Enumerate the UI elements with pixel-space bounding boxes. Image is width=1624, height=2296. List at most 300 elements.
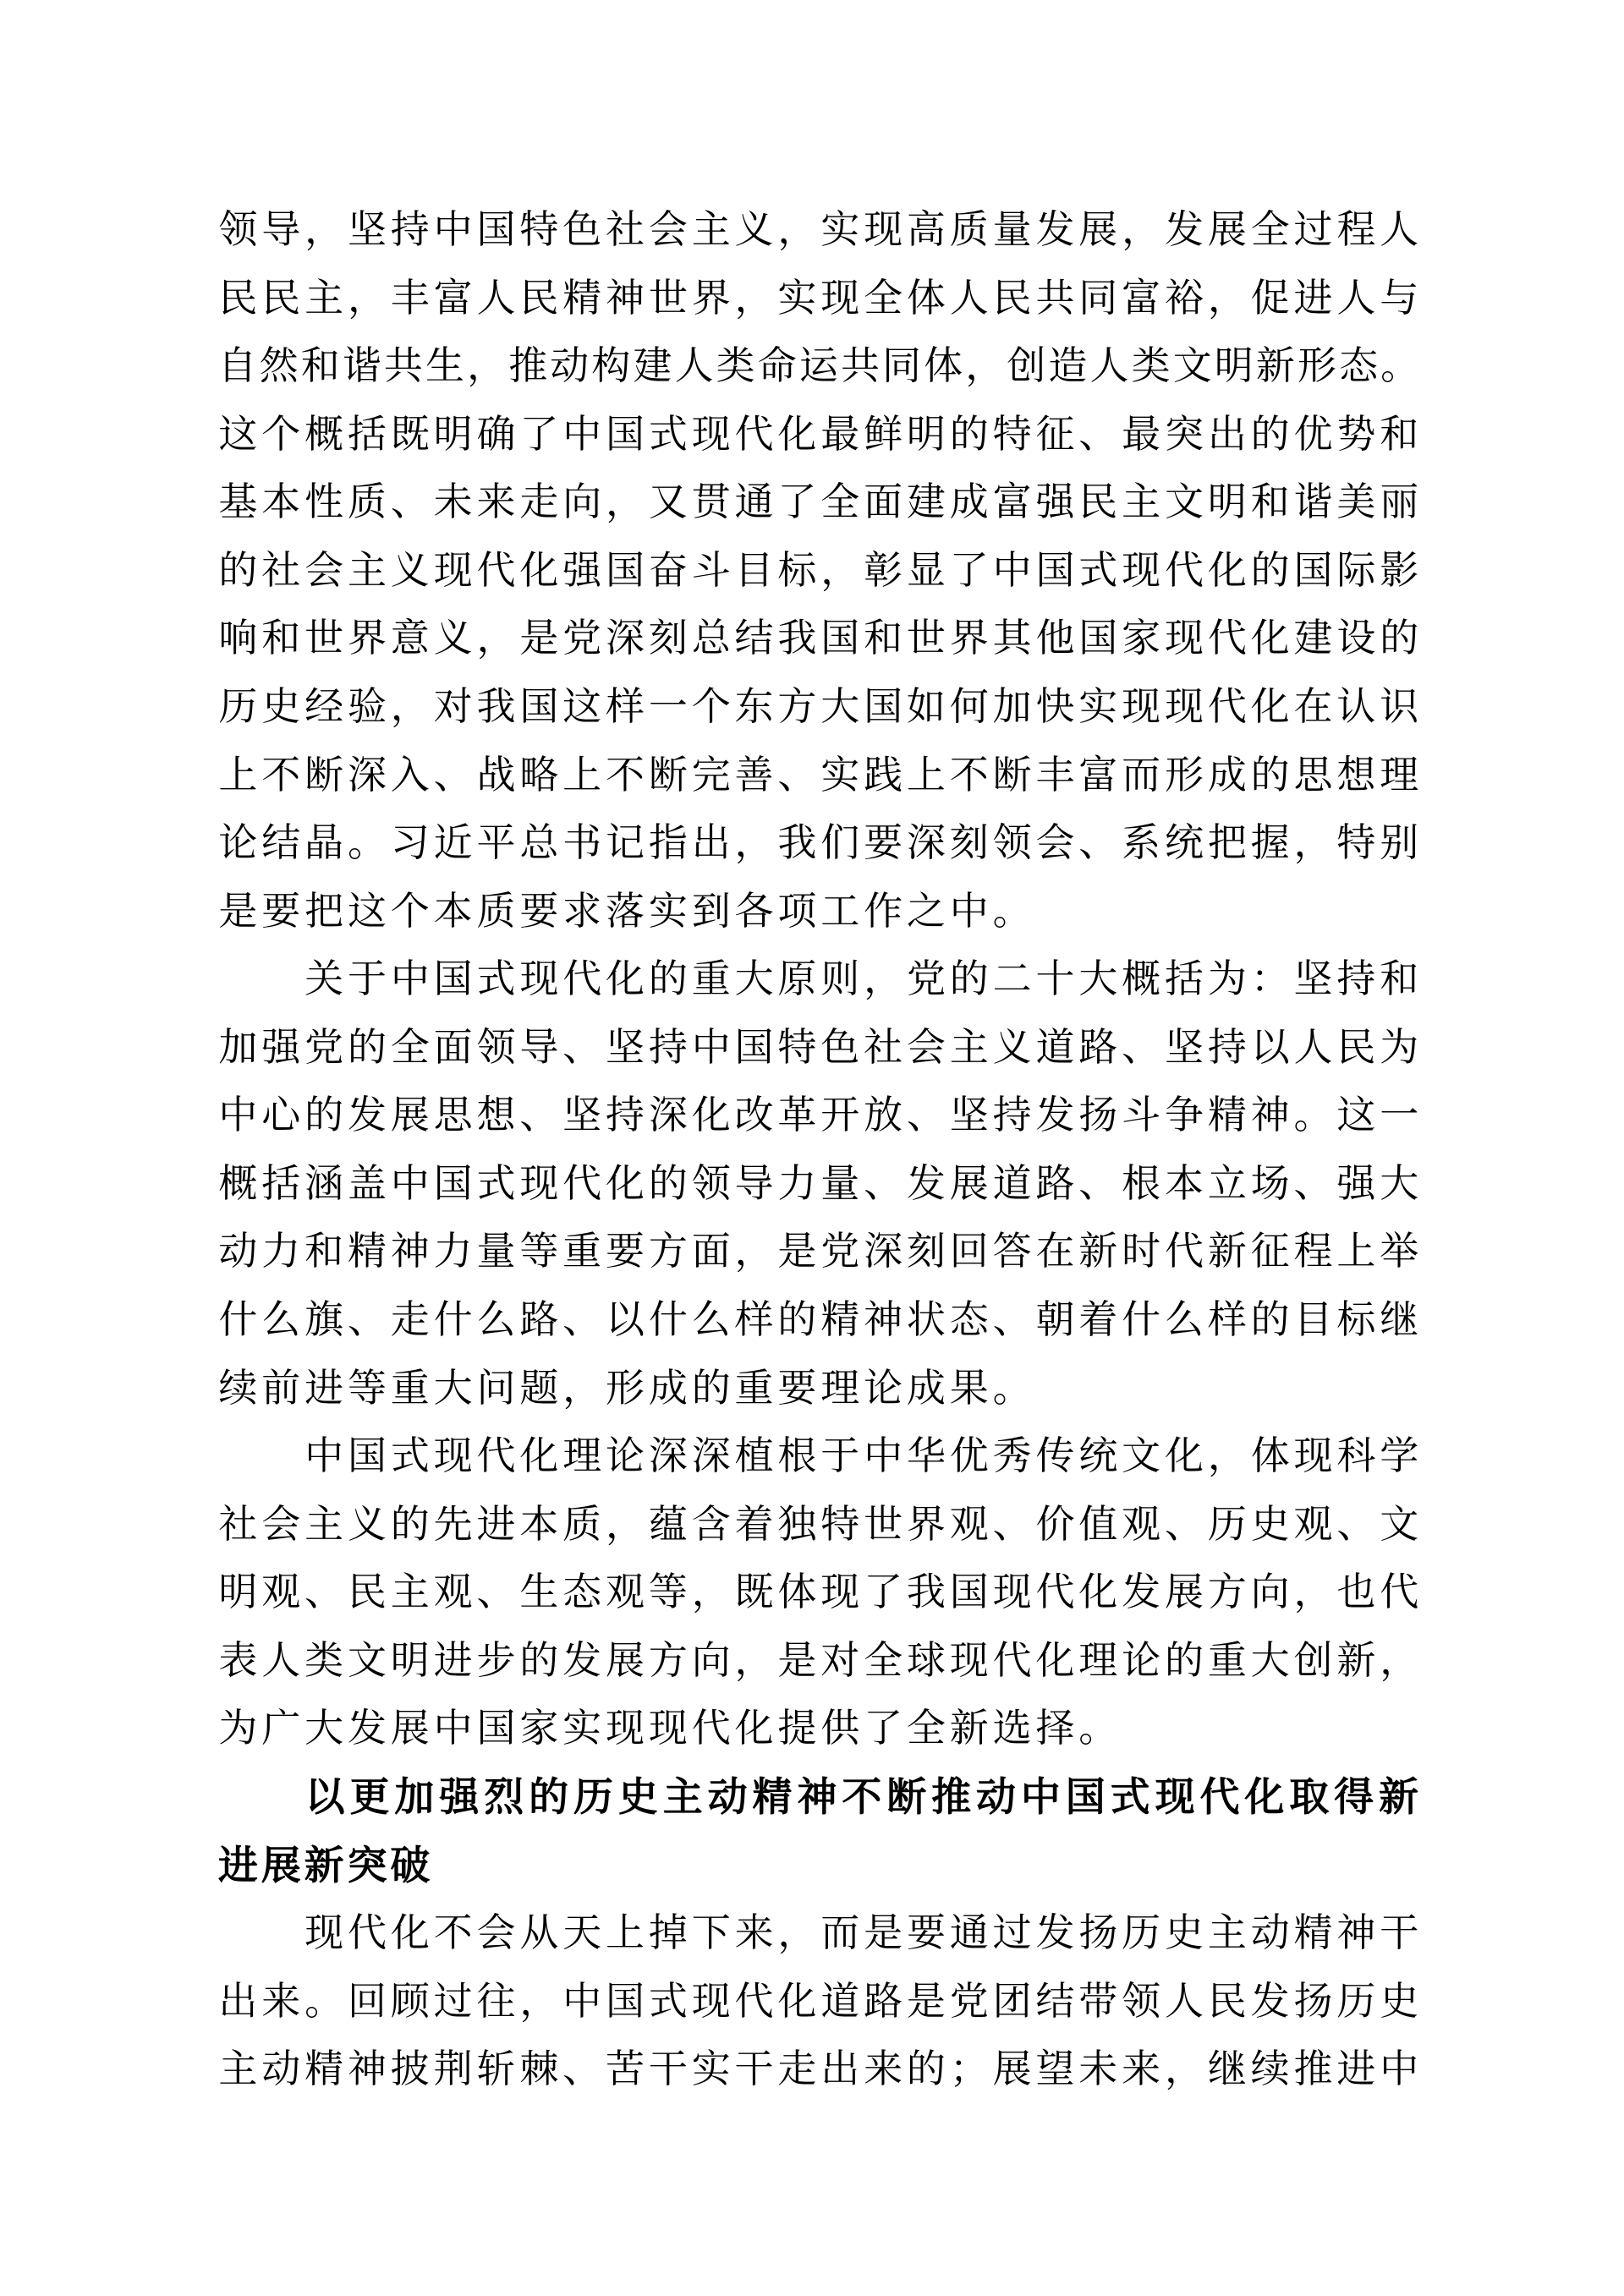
glyph-cell: 造: [1048, 344, 1088, 388]
glyph-cell: 现: [519, 957, 559, 1001]
glyph-cell: 重: [691, 957, 731, 1001]
glyph-cell: 等: [648, 1570, 688, 1614]
glyph-cell: 强: [439, 1773, 480, 1819]
glyph-cell: ，: [734, 1230, 774, 1274]
glyph-cell: ，: [1122, 208, 1161, 251]
glyph-cell: 代: [476, 548, 516, 592]
glyph-cell: 态: [949, 1298, 989, 1341]
glyph-cell: 问: [476, 1366, 516, 1410]
glyph-cell: 理: [1078, 1638, 1118, 1682]
glyph-cell: 括: [347, 412, 387, 456]
glyph-cell: ，: [476, 616, 516, 660]
glyph-cell: 什: [648, 1298, 688, 1341]
glyph-cell: 和: [1380, 412, 1419, 456]
glyph-cell: 人: [674, 344, 714, 388]
glyph-cell: 文: [1164, 480, 1204, 524]
glyph-cell: 前: [261, 1366, 301, 1410]
glyph-cell: 斗: [691, 548, 731, 592]
glyph-cell: 主: [304, 276, 344, 320]
glyph-cell: 面: [864, 480, 903, 524]
glyph-cell: 体: [906, 276, 946, 320]
text-line: [217, 1627, 1421, 1696]
glyph-cell: 方: [1207, 1570, 1247, 1614]
glyph-cell: 了: [949, 548, 989, 592]
glyph-cell: 涵: [304, 1161, 344, 1205]
glyph-cell: 现: [1164, 616, 1204, 660]
glyph-cell: 的: [1250, 753, 1290, 797]
glyph-cell: 深: [864, 1230, 903, 1274]
glyph-cell: 的: [648, 1161, 688, 1205]
glyph-cell: 等: [347, 1366, 387, 1410]
glyph-cell: 现: [691, 412, 731, 456]
glyph-cell: 棘: [519, 2047, 559, 2091]
glyph-cell: 人: [261, 1638, 301, 1682]
glyph-cell: 的: [777, 1298, 817, 1341]
glyph-cell: 量: [820, 1161, 860, 1205]
glyph-cell: 出: [218, 1979, 258, 2023]
glyph-cell: 全: [390, 1025, 430, 1069]
glyph-cell: 括: [261, 1161, 301, 1205]
glyph-cell: 是: [218, 889, 258, 933]
glyph-cell: 和: [304, 1230, 344, 1274]
glyph-cell: ，: [390, 684, 430, 728]
glyph-cell: 代: [1207, 616, 1247, 660]
glyph-cell: 通: [734, 480, 774, 524]
glyph-cell: 力: [433, 1230, 473, 1274]
glyph-cell: 烈: [484, 1773, 524, 1819]
glyph-cell: 与: [1380, 276, 1419, 320]
glyph-cell: 干: [734, 2047, 774, 2091]
glyph-cell: 和: [261, 616, 301, 660]
glyph-cell: 特: [519, 208, 559, 251]
glyph-cell: 新: [304, 1842, 344, 1888]
glyph-cell: 重: [734, 1366, 774, 1410]
glyph-cell: 建: [1293, 616, 1333, 660]
glyph-cell: 路: [1078, 1025, 1118, 1069]
glyph-cell: 代: [691, 1707, 731, 1751]
glyph-cell: 深: [906, 821, 946, 865]
glyph-cell: 荆: [433, 2047, 473, 2091]
glyph-cell: 中: [562, 412, 602, 456]
glyph-cell: 类: [716, 344, 755, 388]
glyph-cell: 斩: [476, 2047, 516, 2091]
glyph-cell: 回: [949, 1230, 989, 1274]
glyph-cell: 精: [304, 2047, 344, 2091]
glyph-cell: ，: [1293, 1570, 1333, 1614]
glyph-cell: 带: [1078, 1979, 1118, 2023]
glyph-cell: 中: [218, 1093, 258, 1137]
glyph-cell: 晶: [304, 821, 344, 865]
glyph-cell: 现: [648, 1707, 688, 1751]
glyph-cell: 体: [924, 344, 963, 388]
glyph-cell: 含: [691, 1502, 731, 1546]
glyph-cell: 和: [300, 344, 340, 388]
glyph-cell: 么: [476, 1298, 516, 1341]
glyph-cell: 深: [648, 1434, 688, 1478]
glyph-cell: 突: [347, 1842, 387, 1888]
glyph-cell: 国: [476, 208, 516, 251]
glyph-cell: 新: [1379, 1773, 1419, 1819]
glyph-cell: 主: [218, 2047, 258, 2091]
glyph-cell: 往: [476, 1979, 516, 2023]
glyph-cell: 选: [992, 1707, 1032, 1751]
glyph-cell: 来: [864, 2047, 903, 2091]
glyph-cell: 来: [261, 1979, 301, 2023]
glyph-cell: 着: [734, 1502, 774, 1546]
glyph-cell: ；: [949, 2047, 989, 2091]
glyph-cell: 展: [390, 1093, 430, 1137]
glyph-cell: 发: [1122, 1570, 1161, 1614]
glyph-cell: 进: [1293, 276, 1333, 320]
glyph-cell: 同: [882, 344, 922, 388]
glyph-cell: 化: [734, 1707, 774, 1751]
glyph-cell: 生: [519, 1570, 559, 1614]
glyph-cell: 举: [1380, 1230, 1419, 1274]
glyph-cell: 类: [1131, 344, 1171, 388]
glyph-cell: 国: [1078, 616, 1118, 660]
glyph-cell: 十: [1035, 957, 1075, 1001]
glyph-cell: 值: [1078, 1502, 1118, 1546]
glyph-cell: 中: [1020, 1773, 1061, 1819]
glyph-cell: 状: [906, 1298, 946, 1341]
glyph-cell: 方: [777, 684, 817, 728]
glyph-cell: 验: [347, 684, 387, 728]
glyph-cell: 上: [1336, 1230, 1376, 1274]
glyph-cell: 面: [433, 1025, 473, 1069]
glyph-cell: 全: [864, 1638, 903, 1682]
glyph-cell: 人: [1380, 208, 1419, 251]
glyph-cell: 根: [1122, 1161, 1161, 1205]
glyph-cell: 实: [820, 208, 860, 251]
glyph-cell: 进: [1336, 2047, 1376, 2091]
glyph-cell: 把: [1207, 821, 1247, 865]
glyph-cell: 于: [820, 1434, 860, 1478]
glyph-cell: 顾: [390, 1979, 430, 2023]
glyph-cell: 主: [1207, 1911, 1247, 1955]
glyph-cell: 披: [390, 2047, 430, 2091]
glyph-cell: 发: [1035, 1093, 1075, 1137]
glyph-cell: 传: [1035, 1434, 1075, 1478]
glyph-cell: 的: [347, 1025, 387, 1069]
glyph-cell: 持: [648, 1025, 688, 1069]
glyph-cell: 意: [390, 616, 430, 660]
glyph-cell: 对: [433, 684, 473, 728]
glyph-cell: 观: [606, 1570, 645, 1614]
glyph-cell: 国: [1035, 548, 1075, 592]
glyph-cell: 要: [864, 821, 903, 865]
glyph-cell: 记: [606, 821, 645, 865]
glyph-cell: 代: [992, 1638, 1032, 1682]
glyph-cell: 进: [304, 1366, 344, 1410]
glyph-cell: 国: [433, 1161, 473, 1205]
text-line: [217, 673, 1421, 742]
glyph-cell: 会: [261, 1502, 301, 1546]
glyph-cell: 、: [777, 753, 817, 797]
glyph-cell: 样: [1207, 1298, 1247, 1341]
glyph-cell: 又: [648, 480, 688, 524]
text-line: [217, 1082, 1421, 1150]
glyph-cell: 化: [1250, 684, 1290, 728]
glyph-cell: 的: [390, 1502, 430, 1546]
glyph-cell: 完: [691, 753, 731, 797]
glyph-cell: 现: [691, 1979, 731, 2023]
glyph-cell: 化: [1078, 1570, 1118, 1614]
glyph-cell: 着: [1078, 1298, 1118, 1341]
glyph-cell: 要: [519, 889, 559, 933]
glyph-cell: 美: [1336, 480, 1376, 524]
glyph-cell: 形: [606, 1366, 645, 1410]
glyph-cell: 同: [1078, 276, 1118, 320]
glyph-cell: 代: [1035, 1570, 1075, 1614]
glyph-cell: 神: [390, 1230, 430, 1274]
glyph-cell: 强: [261, 1025, 301, 1069]
glyph-cell: 国: [949, 1570, 989, 1614]
glyph-cell: 动: [976, 1773, 1016, 1819]
glyph-cell: ，: [734, 821, 774, 865]
glyph-cell: 发: [562, 1638, 602, 1682]
glyph-cell: 深: [691, 1434, 731, 1478]
glyph-cell: 大: [820, 684, 860, 728]
glyph-cell: 界: [949, 616, 989, 660]
glyph-cell: 代: [347, 1911, 387, 1955]
glyph-cell: 各: [734, 889, 774, 933]
glyph-cell: 想: [476, 1093, 516, 1137]
glyph-cell: 发: [1250, 1979, 1290, 2023]
glyph-cell: 代: [1164, 1230, 1204, 1274]
glyph-cell: 现: [304, 1911, 344, 1955]
glyph-cell: 体: [777, 1570, 817, 1614]
glyph-cell: 改: [734, 1093, 774, 1137]
glyph-cell: 中: [949, 889, 989, 933]
glyph-cell: 向: [562, 480, 602, 524]
glyph-cell: 人: [1336, 276, 1376, 320]
glyph-cell: 苦: [606, 2047, 645, 2091]
glyph-cell: 国: [606, 548, 645, 592]
glyph-cell: 现: [1164, 684, 1204, 728]
glyph-cell: 领: [218, 208, 258, 251]
glyph-cell: 我: [906, 1570, 946, 1614]
glyph-cell: 加: [394, 1773, 435, 1819]
glyph-cell: 本: [433, 889, 473, 933]
glyph-cell: 代: [562, 1161, 602, 1205]
glyph-cell: 不: [606, 753, 645, 797]
glyph-cell: 现: [949, 1638, 989, 1682]
glyph-cell: 总: [519, 821, 559, 865]
glyph-cell: 统: [1164, 821, 1204, 865]
glyph-cell: 特: [1336, 821, 1376, 865]
glyph-cell: 中: [691, 1025, 731, 1069]
glyph-cell: 上: [906, 753, 946, 797]
glyph-cell: 精: [820, 1298, 860, 1341]
glyph-cell: 中: [304, 1434, 344, 1478]
glyph-cell: 式: [648, 412, 688, 456]
glyph-cell: 现: [1293, 1434, 1333, 1478]
glyph-cell: 化: [777, 1979, 817, 2023]
glyph-cell: 社: [218, 1502, 258, 1546]
text-line: [217, 1491, 1421, 1559]
glyph-cell: 。: [347, 821, 387, 865]
glyph-cell: 学: [1380, 1434, 1419, 1478]
glyph-cell: 化: [606, 957, 645, 1001]
text-line: [217, 1150, 1421, 1219]
glyph-cell: 际: [1336, 548, 1376, 592]
glyph-cell: 展: [390, 1707, 430, 1751]
text-line: [217, 1355, 1421, 1423]
glyph-cell: ，: [519, 1979, 559, 2023]
glyph-cell: 、: [519, 1093, 559, 1137]
glyph-cell: 目: [1293, 1298, 1333, 1341]
glyph-cell: 成: [906, 1366, 946, 1410]
glyph-cell: 代: [1207, 684, 1247, 728]
glyph-cell: 精: [752, 1773, 793, 1819]
glyph-cell: 新: [1078, 1230, 1118, 1274]
glyph-cell: ，: [820, 548, 860, 592]
glyph-cell: 观: [949, 1502, 989, 1546]
glyph-cell: 展: [1164, 1570, 1204, 1614]
glyph-cell: 的: [949, 412, 989, 456]
glyph-cell: 续: [1250, 2047, 1290, 2091]
glyph-cell: 化: [691, 1093, 731, 1137]
glyph-cell: ，: [734, 276, 774, 320]
glyph-cell: 入: [390, 753, 430, 797]
glyph-cell: 么: [691, 1298, 731, 1341]
glyph-cell: 代: [1164, 548, 1204, 592]
glyph-cell: 历: [218, 684, 258, 728]
glyph-cell: 括: [1165, 957, 1204, 1001]
glyph-cell: 程: [1293, 1230, 1333, 1274]
glyph-cell: 式: [390, 1434, 430, 1478]
glyph-cell: 成: [949, 480, 989, 524]
glyph-cell: 形: [1164, 753, 1204, 797]
glyph-cell: 义: [390, 548, 430, 592]
glyph-cell: 性: [304, 480, 344, 524]
glyph-cell: 更: [349, 1773, 390, 1819]
glyph-cell: 不: [842, 1773, 882, 1819]
glyph-cell: 工: [820, 889, 860, 933]
glyph-cell: 化: [390, 1911, 430, 1955]
glyph-cell: 善: [734, 753, 774, 797]
glyph-cell: 设: [1336, 616, 1376, 660]
glyph-cell: 展: [949, 1161, 989, 1205]
glyph-cell: 历: [573, 1773, 613, 1819]
glyph-cell: 史: [1380, 1979, 1419, 2023]
glyph-cell: 。: [992, 889, 1032, 933]
glyph-cell: 神: [1250, 1093, 1290, 1137]
glyph-cell: 最: [1122, 412, 1161, 456]
glyph-cell: 的: [1250, 412, 1290, 456]
glyph-cell: 现: [820, 1570, 860, 1614]
glyph-cell: 坚: [562, 1093, 602, 1137]
glyph-cell: 方: [648, 1230, 688, 1274]
glyph-cell: 人: [1293, 1025, 1333, 1069]
glyph-cell: 了: [777, 480, 817, 524]
glyph-cell: 化: [1165, 1434, 1204, 1478]
glyph-cell: 式: [1110, 1773, 1150, 1819]
glyph-cell: 握: [1250, 821, 1290, 865]
glyph-cell: 建: [906, 480, 946, 524]
glyph-cell: 党: [949, 1979, 989, 2023]
glyph-cell: 实: [777, 276, 817, 320]
glyph-cell: ，: [777, 1911, 817, 1955]
text-line: [217, 742, 1421, 810]
glyph-cell: 争: [1164, 1093, 1204, 1137]
glyph-cell: 化: [606, 1161, 645, 1205]
glyph-cell: 战: [476, 753, 516, 797]
text-line: [217, 1695, 1421, 1763]
glyph-cell: 是: [864, 1911, 903, 1955]
glyph-cell: 为: [1380, 1025, 1419, 1069]
glyph-cell: 过: [1293, 208, 1333, 251]
glyph-cell: 蕴: [648, 1502, 688, 1546]
glyph-cell: 响: [218, 616, 258, 660]
glyph-cell: 富: [1122, 276, 1161, 320]
glyph-cell: 明: [390, 1638, 430, 1682]
glyph-cell: 扬: [1293, 1979, 1333, 2023]
glyph-cell: 坚: [949, 1093, 989, 1137]
glyph-cell: 书: [562, 821, 602, 865]
glyph-cell: 发: [1035, 1911, 1075, 1955]
glyph-cell: 既: [390, 412, 430, 456]
glyph-cell: 个: [390, 889, 430, 933]
glyph-cell: 断: [886, 1773, 927, 1819]
glyph-cell: 而: [1122, 753, 1161, 797]
glyph-cell: 文: [347, 1638, 387, 1682]
glyph-cell: 中: [1380, 2047, 1419, 2091]
glyph-cell: 走: [777, 2047, 817, 2091]
glyph-cell: 优: [1293, 412, 1333, 456]
glyph-cell: 题: [519, 1366, 559, 1410]
glyph-cell: 导: [519, 1025, 559, 1069]
glyph-cell: 系: [1122, 821, 1161, 865]
glyph-cell: 主: [691, 208, 731, 251]
glyph-cell: 国: [476, 1707, 516, 1751]
glyph-cell: 命: [757, 344, 797, 388]
glyph-cell: 导: [734, 1161, 774, 1205]
glyph-cell: 干: [1380, 1911, 1419, 1955]
glyph-cell: 别: [1380, 821, 1419, 865]
glyph-cell: 识: [1380, 684, 1419, 728]
glyph-cell: 为: [218, 1707, 258, 1751]
glyph-cell: 、: [476, 1570, 516, 1614]
glyph-cell: 、: [1122, 1025, 1161, 1069]
glyph-cell: 力: [777, 1161, 817, 1205]
glyph-cell: 出: [820, 2047, 860, 2091]
text-line: [217, 469, 1421, 537]
glyph-cell: 富: [433, 276, 473, 320]
glyph-cell: 先: [433, 1502, 473, 1546]
glyph-cell: 目: [734, 548, 774, 592]
glyph-cell: 近: [433, 821, 473, 865]
glyph-cell: 发: [1035, 208, 1075, 251]
glyph-cell: 体: [1250, 1434, 1290, 1478]
glyph-cell: 神: [606, 276, 645, 320]
glyph-cell: 、: [562, 2047, 602, 2091]
glyph-cell: 论: [1122, 1638, 1161, 1682]
glyph-cell: 谐: [1293, 480, 1333, 524]
glyph-cell: 了: [864, 1707, 903, 1751]
glyph-cell: 形: [1297, 344, 1336, 388]
glyph-cell: 影: [1380, 548, 1419, 592]
glyph-cell: ，: [562, 1366, 602, 1410]
glyph-cell: 史: [1250, 1502, 1290, 1546]
glyph-cell: 民: [1207, 1979, 1247, 2023]
glyph-cell: 中: [433, 1707, 473, 1751]
glyph-cell: 要: [261, 889, 301, 933]
glyph-cell: 强: [1336, 1161, 1376, 1205]
glyph-cell: 中: [864, 1434, 903, 1478]
glyph-cell: 文: [1122, 1434, 1161, 1478]
glyph-cell: 论: [218, 821, 258, 865]
